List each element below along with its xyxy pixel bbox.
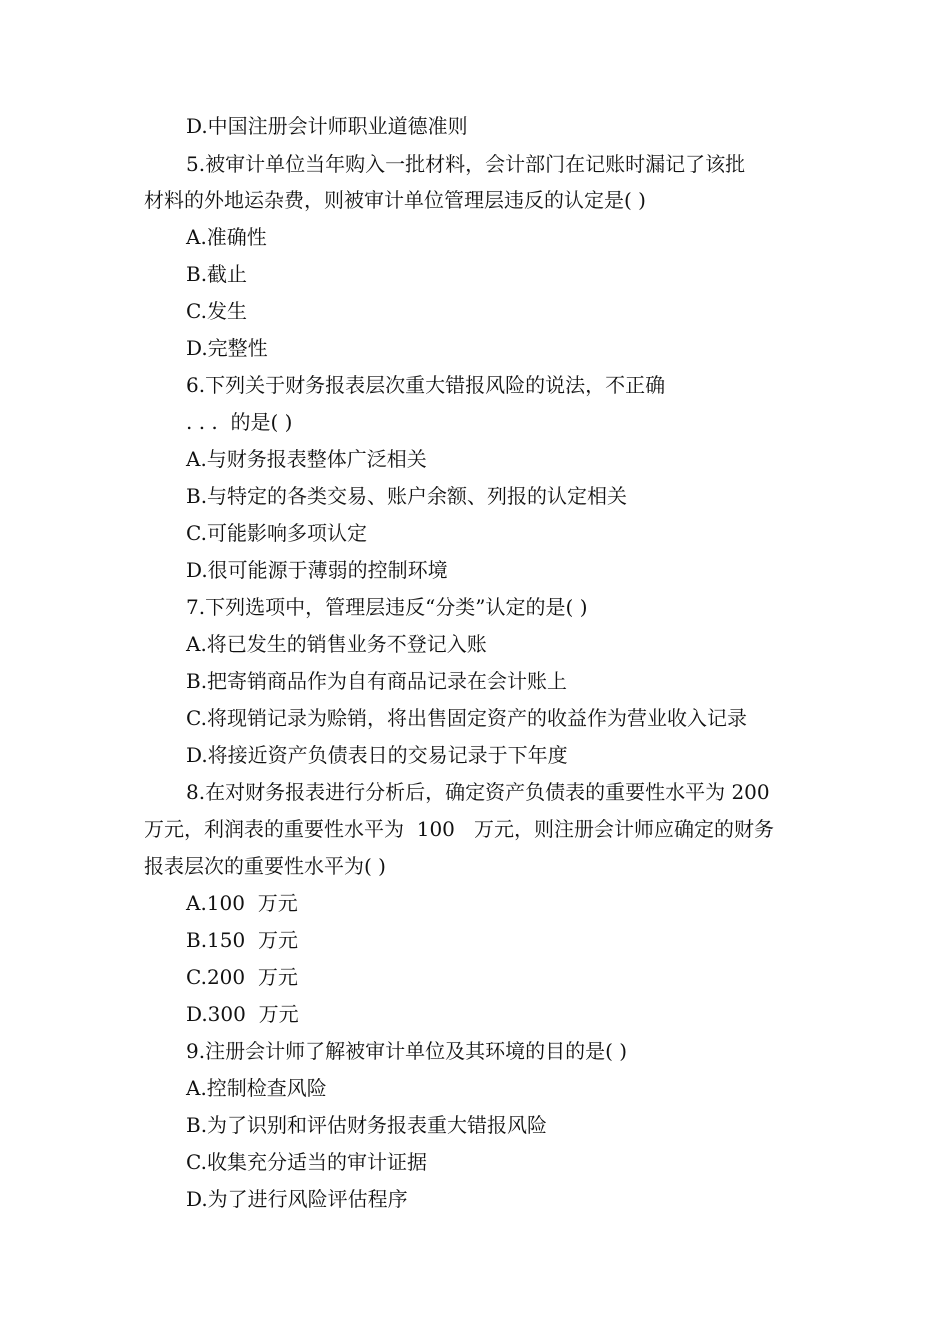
q5-option-d: D.完整性 [186, 336, 268, 360]
q8-option-d: D.300 万元 [186, 1002, 299, 1026]
q6-option-d: D.很可能源于薄弱的控制环境 [186, 558, 448, 582]
q8-stem-line-2: 万元，利润表的重要性水平为 100 万元，则注册会计师应确定的财务 [144, 817, 774, 841]
q8-option-c: C.200 万元 [186, 965, 298, 989]
q9-option-a: A.控制检查风险 [186, 1076, 327, 1100]
q7-option-c: C.将现销记录为赊销，将出售固定资产的收益作为营业收入记录 [186, 706, 747, 730]
q6-option-c: C.可能影响多项认定 [186, 521, 367, 545]
q8-option-a: A.100 万元 [186, 891, 298, 915]
q8-option-b: B.150 万元 [186, 928, 298, 952]
q7-stem: 7.下列选项中，管理层违反“分类”认定的是( ) [186, 595, 588, 619]
q9-stem: 9.注册会计师了解被审计单位及其环境的目的是( ) [186, 1039, 628, 1063]
q7-option-d: D.将接近资产负债表日的交易记录于下年度 [186, 743, 568, 767]
q6-stem-line-2: . . . 的是( ) [186, 410, 293, 434]
q4-option-d: D.中国注册会计师职业道德准则 [186, 114, 468, 138]
q9-option-d: D.为了进行风险评估程序 [186, 1187, 408, 1211]
q9-option-b: B.为了识别和评估财务报表重大错报风险 [186, 1113, 548, 1137]
q5-stem-line-1: 5.被审计单位当年购入一批材料，会计部门在记账时漏记了该批 [186, 152, 746, 176]
q7-option-a: A.将已发生的销售业务不登记入账 [186, 632, 487, 656]
q6-stem-line-1: 6.下列关于财务报表层次重大错报风险的说法，不正确 [186, 373, 666, 397]
q8-stem-line-1: 8.在对财务报表进行分析后，确定资产负债表的重要性水平为 200 [186, 780, 770, 804]
q7-option-b: B.把寄销商品作为自有商品记录在会计账上 [186, 669, 568, 693]
q9-option-c: C.收集充分适当的审计证据 [186, 1150, 427, 1174]
q6-option-b: B.与特定的各类交易、账户余额、列报的认定相关 [186, 484, 628, 508]
q5-option-c: C.发生 [186, 299, 247, 323]
q6-option-a: A.与财务报表整体广泛相关 [186, 447, 427, 471]
q5-stem-line-2: 材料的外地运杂费，则被审计单位管理层违反的认定是( ) [144, 188, 646, 212]
q5-option-b: B.截止 [186, 262, 248, 286]
q5-option-a: A.准确性 [186, 225, 267, 249]
q8-stem-line-3: 报表层次的重要性水平为( ) [144, 854, 386, 878]
